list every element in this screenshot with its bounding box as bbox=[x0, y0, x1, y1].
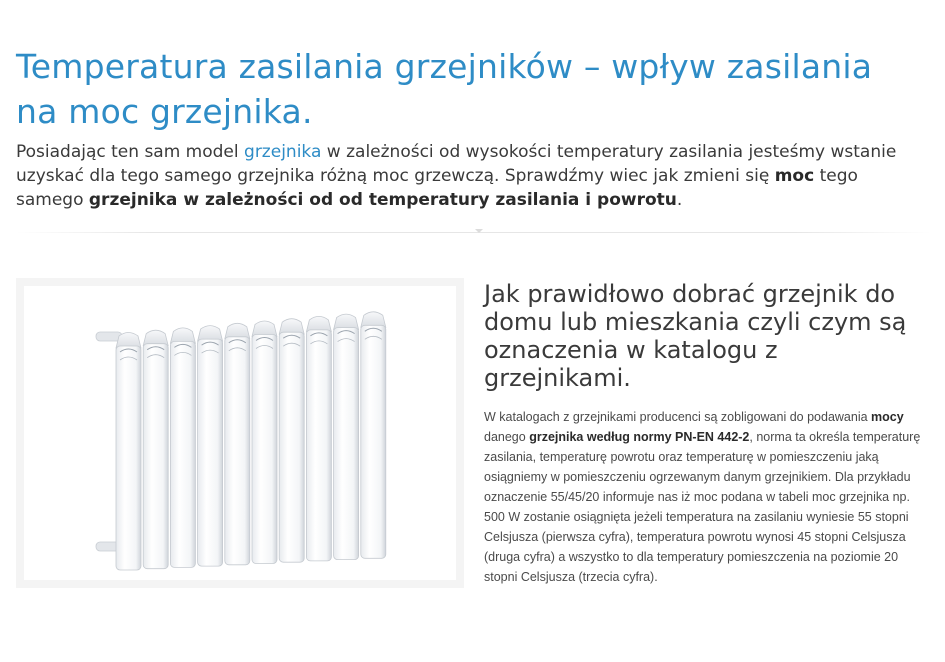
radiator-image-frame bbox=[16, 278, 464, 588]
radiator-fin bbox=[252, 335, 277, 564]
intro-text: tego samego bbox=[16, 166, 858, 210]
radiator-fin bbox=[116, 346, 141, 570]
radiator-image bbox=[24, 286, 456, 580]
body-text: danego bbox=[484, 430, 530, 444]
radiator-fin bbox=[170, 341, 195, 567]
radiator-fin bbox=[225, 337, 250, 565]
intro-paragraph bbox=[16, 140, 921, 212]
radiator-fin bbox=[279, 332, 304, 562]
intro-text: . bbox=[676, 190, 683, 210]
intro-bold-radiator: grzejnika w zależności od od temperatury zasilania i powrotu bbox=[88, 190, 677, 210]
intro-text: Posiadając ten sam model bbox=[16, 142, 245, 162]
radiator-fin bbox=[143, 344, 168, 569]
radiator-fin bbox=[198, 339, 223, 566]
section-body bbox=[484, 407, 934, 587]
intro-bold-power: moc bbox=[774, 166, 815, 186]
intro-text: w zależności od wysokości temperatury zasilania jesteśmy wstanie uzyskać dla tego samego grzejnika różną moc grzewczą. Sprawdźmy wiec jak zmieni się bbox=[16, 142, 897, 186]
body-bold-norm: grzejnika według normy PN-EN 442-2 bbox=[529, 430, 750, 444]
section-heading: Jak prawidłowo dobrać grzejnik do domu lub mieszkania czyli czym są oznaczenia w katalogu z grzejnikami. bbox=[484, 280, 907, 392]
radiator-fin bbox=[334, 328, 359, 560]
body-bold-power: mocy bbox=[871, 410, 904, 424]
divider-arrow bbox=[475, 229, 483, 233]
radiator-group bbox=[96, 312, 386, 570]
body-text: , norma ta określa temperaturę zasilania, temperaturę powrotu oraz temperaturę w pomieszczeniu jaką osiągniemy w pomieszczeniu ogrzewanym danym grzejnikiem. Dla przykładu oznaczenie 55/45/20 informuje nas iż moc podana w tabeli moc grzejnika np. 500 W zostanie osiągnięta jeżeli temperatura na zasilaniu wyniesie 55 stopni Celsjusza (pierwsza cyfra), temperatura powrotu wynosi 45 stopni Celsjusza (druga cyfra) a wszystko to dla temperatury pomieszczenia na poziomie 20 stopni Celsjusza (trzecia cyfra). bbox=[484, 430, 921, 584]
body-text: W katalogach z grzejnikami producenci są zobligowani do podawania bbox=[484, 410, 872, 424]
radiator-fin bbox=[306, 330, 331, 561]
section-divider bbox=[16, 232, 931, 233]
radiator-link[interactable]: grzejnika bbox=[244, 142, 322, 162]
page-title: Temperatura zasilania grzejników – wpływ zasilania na moc grzejnika. bbox=[16, 47, 873, 131]
radiator-fin bbox=[361, 325, 386, 558]
radiator-illustration bbox=[24, 286, 456, 580]
